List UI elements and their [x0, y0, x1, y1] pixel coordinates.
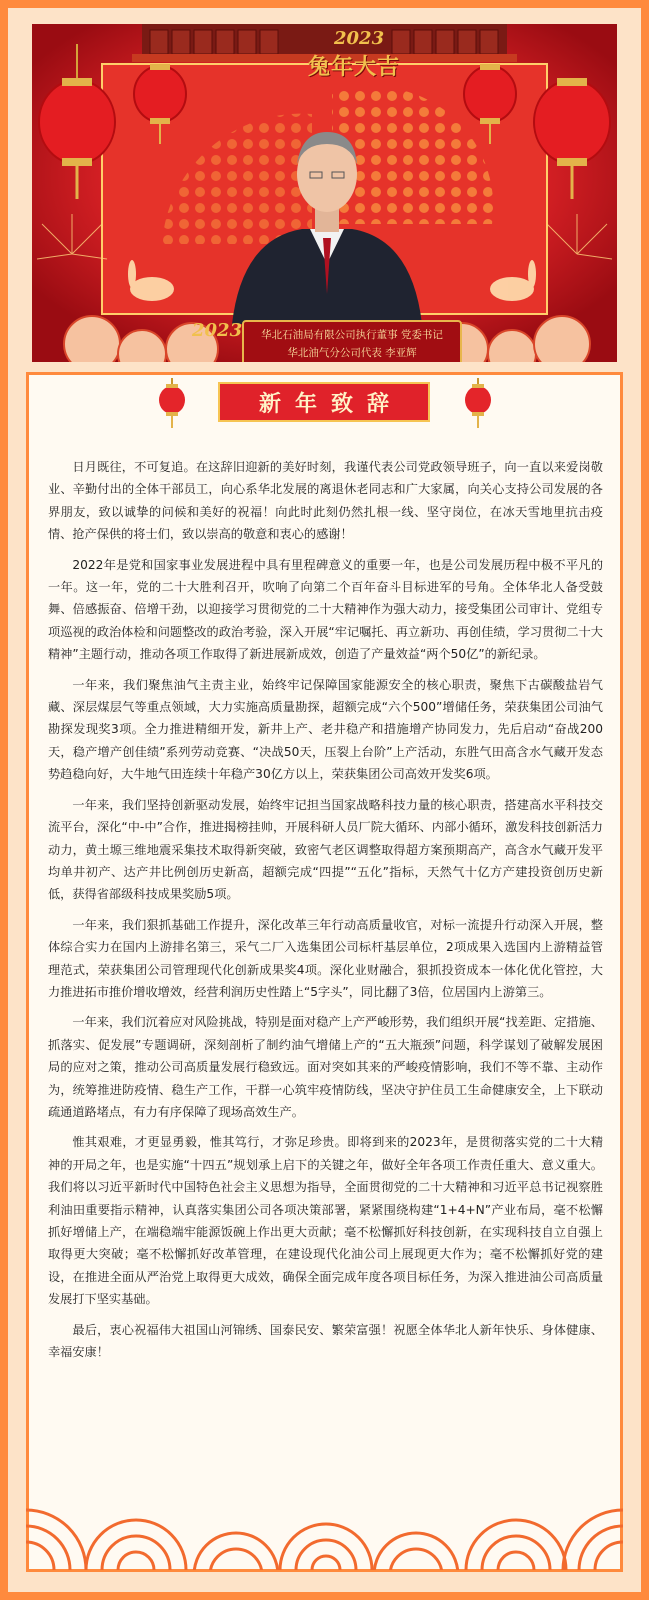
- caption-line-2: 华北油气分公司代表 李亚辉: [287, 347, 417, 359]
- paragraph: 一年来，我们狠抓基础工作提升，深化改革三年行动高质量收官，对标一流提升行动深入开展，整体综合实力在国内上游排名第三，采气二厂入选集团公司标杆基层单位，2项成果入选国内上游精益管理范式，荣获集团公司管理现代化创新成果奖4项。深化业财融合，狠抓投资成本一体化优化管控，大力推进拓市推价增收增效，经营利润历史性踏上“5字头”，同比翻了3倍，位居国内上游第三。: [48, 917, 603, 999]
- paragraph: 日月既往，不可复追。在这辞旧迎新的美好时刻，我谨代表公司党政领导班子，向一直以来爱岗敬业、辛勤付出的全体干部员工，向心系华北发展的离退休老同志和广大家属，向关心支持公司发展的各界朋友，致以诚挚的问候和美好的祝福！向此时此刻仍然扎根一线、坚守岗位，在冰天雪地里抗击疫情、抢产保供的将士们，致以崇高的敬意和衷心的感谢！: [48, 460, 603, 542]
- paragraph: 惟其艰难，才更显勇毅，惟其笃行，才弥足珍贵。即将到来的2023年，是贯彻落实党的二十大精神的开局之年，也是实施“十四五”规划承上启下的关键之年，做好全年各项工作责任重大、意义重大。我们将以习近平新时代中国特色社会主义思想为指导，全面贯彻党的二十大精神和习近平总书记视察胜利油田重要指示精神，认真落实集团公司各项决策部署，紧紧围绕构建“1+4+N”产业布局，毫不松懈抓好增储上产，在端稳端牢能源饭碗上作出更大贡献；毫不松懈抓好科技创新，在实现科技自立自强上取得更大突破；毫不松懈抓好改革管理，在建设现代化油公司上展现更大作为；毫不松懈抓好党的建设，在推进全面从严治党上取得更大成效，确保全面完成年度各项目标任务，为深入推进油公司高质量发展打下坚实基础。: [48, 1135, 603, 1307]
- logo-text: 兔年大吉: [307, 54, 400, 80]
- speaker-caption: [242, 320, 462, 362]
- title-text: 新年致辞: [258, 390, 403, 417]
- caption-line-1: 华北石油局有限公司执行董事 党委书记: [261, 329, 443, 341]
- corner-year: 2023: [192, 320, 243, 341]
- lantern-right-icon: [464, 378, 492, 428]
- letter-body: [48, 456, 603, 1371]
- paragraph: 2022年是党和国家事业发展进程中具有里程碑意义的重要一年，也是公司发展历程中极不平凡的一年。这一年，党的二十大胜利召开，吹响了向第二个百年奋斗目标进军的号角。全体华北人备受鼓舞、倍感振奋、倍增干劲，以迎接学习贯彻党的二十大精神作为强大动力，接受集团公司审计、党组专项巡视的政治体检和问题整改的政治考验，深入开展“牢记嘱托、再立新功、再创佳绩，学习贯彻二十大精神”主题行动，推动各项工作取得了新进展新成效，创造了产量效益“两个50亿”的新纪录。: [48, 557, 603, 662]
- hero-image: [32, 24, 617, 362]
- footer-cloud-decoration: [26, 1460, 623, 1570]
- section-title: [218, 376, 430, 428]
- logo-year: 2023: [334, 28, 385, 49]
- paragraph: 一年来，我们聚焦油气主责主业，始终牢记保障国家能源安全的核心职责，聚焦下古碳酸盐岩气藏、深层煤层气等重点领域，大力实施高质量勘探，超额完成“六个500”增储任务，荣获集团公司油气勘探发现奖3项。全力推进精细开发，新井上产、老井稳产和措施增产协同发力，先后启动“奋战200天，稳产增产创佳绩”系列劳动竞赛、“决战50天，压裂上台阶”上产活动，东胜气田高含水气藏开发态势趋稳向好，大牛地气田连续十年稳产30亿方以上，荣获集团公司高效开发奖6项。: [48, 677, 603, 782]
- lantern-left-icon: [158, 378, 186, 428]
- paragraph: 一年来，我们沉着应对风险挑战，特别是面对稳产上产严峻形势，我们组织开展“找差距、定措施、抓落实、促发展”专题调研，深刻剖析了制约油气增储上产的“五大瓶颈”问题，科学谋划了破解发展困局的应对之策，推动公司高质量发展行稳致远。面对突如其来的严峻疫情影响，我们不等不靠、主动作为，统筹推进防疫情、稳生产工作，干群一心筑牢疫情防线，坚决守护住员工生命健康安全，上下联动疏通道路堵点，有力有序保障了现场高效生产。: [48, 1015, 603, 1119]
- paragraph: 一年来，我们坚持创新驱动发展，始终牢记担当国家战略科技力量的核心职责，搭建高水平科技交流平台，深化“中-中”合作，推进揭榜挂帅，开展科研人员厂院大循环、内部小循环，激发科技创新活力动力，黄土塬三维地震采集技术取得新突破，致密气老区调整取得超方案预期高产，高含水气藏开发平均单井初产、达产井比例创历史新高，超额完成“四提”“五化”指标，天然气十亿方产建投资创历史新低，获得省部级科技成果奖励5项。: [48, 797, 603, 902]
- title-banner: [218, 382, 430, 422]
- paragraph: 最后，衷心祝福伟大祖国山河锦绣、国泰民安、繁荣富强！祝愿全体华北人新年快乐、身体健康、幸福安康！: [48, 1322, 603, 1360]
